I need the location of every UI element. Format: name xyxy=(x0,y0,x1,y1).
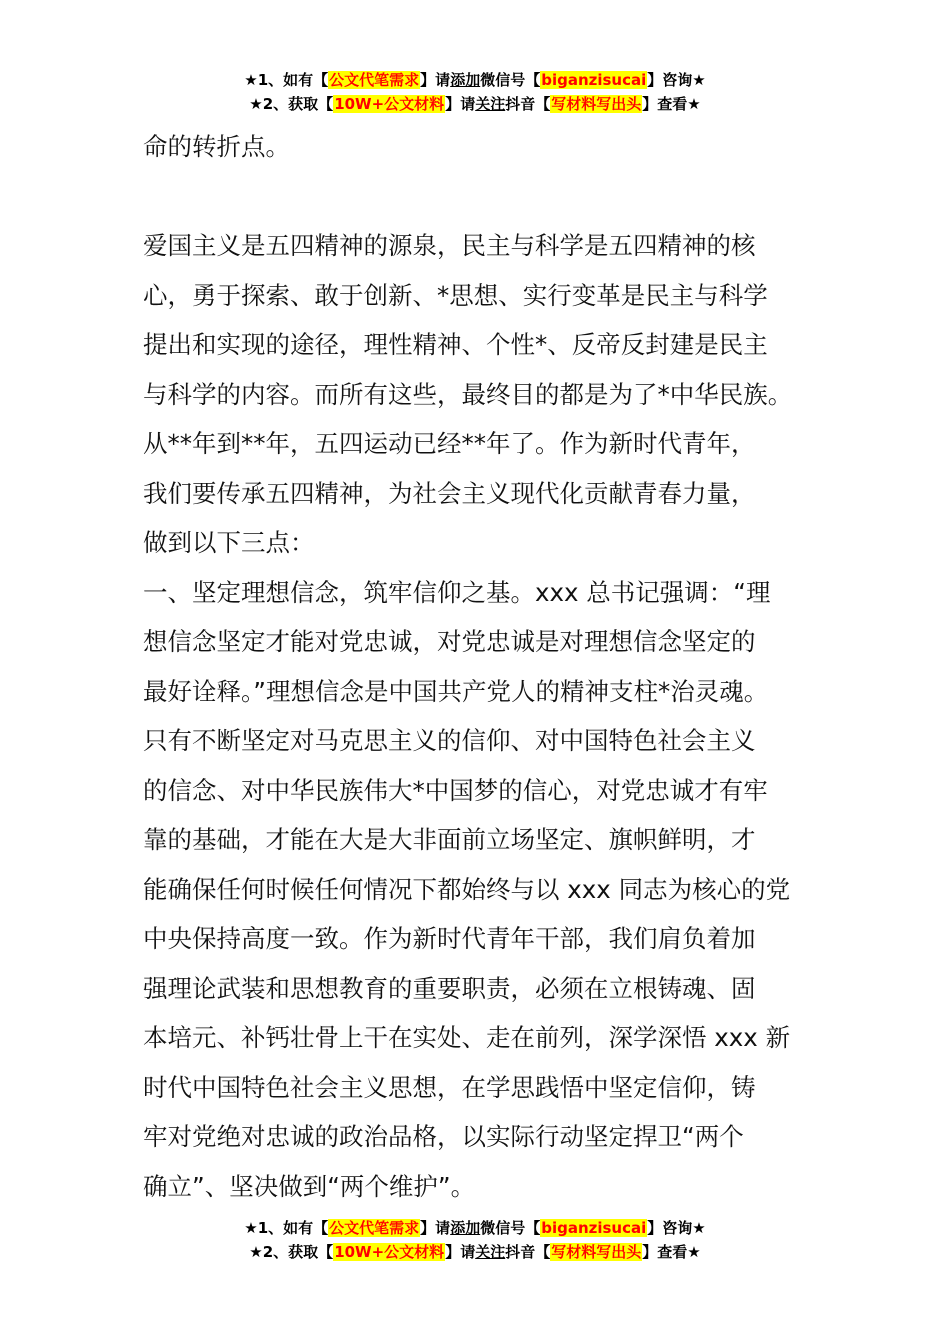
body-line: 命的转折点。 xyxy=(143,132,290,161)
body-line: 确立”、坚决做到“两个维护”。 xyxy=(143,1171,476,1201)
body-line: 从**年到**年，五四运动已经**年了。作为新时代青年， xyxy=(143,429,756,458)
banner-emphasis: 添加 xyxy=(450,71,481,89)
banner-text: ★1、如有【 xyxy=(244,71,329,89)
body-line: 能确保任何时候任何情况下都始终与以 xxx 同志为核心的党 xyxy=(143,874,791,904)
banner-line-2 xyxy=(0,92,950,116)
footer-banner xyxy=(0,1216,950,1264)
banner-text: 微信号【 xyxy=(480,1219,541,1237)
banner-text: 】咨询★ xyxy=(647,1219,706,1237)
banner-line-1 xyxy=(0,68,950,92)
body-line: 中央保持高度一致。作为新时代青年干部，我们肩负着加 xyxy=(143,924,756,953)
banner-text: 】请 xyxy=(420,71,451,89)
body-line: 的信念、对中华民族伟大*中国梦的信心，对党忠诚才有牢 xyxy=(143,775,768,805)
body-line: 靠的基础，才能在大是大非面前立场坚定、旗帜鲜明，才 xyxy=(143,825,756,854)
banner-emphasis: 关注 xyxy=(475,95,506,113)
banner-line-1 xyxy=(0,1216,950,1240)
banner-text: 抖音【 xyxy=(505,1243,551,1261)
banner-emphasis: 添加 xyxy=(450,1219,481,1237)
highlight-wechat-id: biganzisucai xyxy=(541,1219,647,1237)
highlight-materials: 10W+公文材料 xyxy=(334,95,445,113)
body-line: 强理论武装和思想教育的重要职责，必须在立根铸魂、固 xyxy=(143,973,756,1003)
body-line: 做到以下三点： xyxy=(143,528,315,557)
highlight-douyin: 写材料写出头 xyxy=(551,95,642,113)
body-line: 想信念坚定才能对党忠诚，对党忠诚是对理想信念坚定的 xyxy=(143,627,756,656)
document-body xyxy=(143,122,833,1211)
body-line: 心，勇于探索、敢于创新、*思想、实行变革是民主与科学 xyxy=(143,280,768,310)
highlight-douyin: 写材料写出头 xyxy=(551,1243,642,1261)
section-heading-line: 一、坚定理想信念，筑牢信仰之基。xxx 总书记强调：“理 xyxy=(143,577,771,607)
banner-text: 】请 xyxy=(445,1243,476,1261)
highlight-wechat-id: biganzisucai xyxy=(541,71,647,89)
paragraph-gap xyxy=(143,172,833,222)
banner-text: 抖音【 xyxy=(505,95,551,113)
banner-text: 】查看★ xyxy=(642,1243,701,1261)
body-line: 时代中国特色社会主义思想，在学思践悟中坚定信仰，铸 xyxy=(143,1072,756,1102)
body-line: 我们要传承五四精神，为社会主义现代化贡献青春力量， xyxy=(143,478,756,508)
banner-text: 】请 xyxy=(420,1219,451,1237)
banner-text: 】查看★ xyxy=(642,95,701,113)
banner-text: 】咨询★ xyxy=(647,71,706,89)
banner-text: ★2、获取【 xyxy=(249,95,334,113)
banner-emphasis: 关注 xyxy=(475,1243,506,1261)
banner-text: ★1、如有【 xyxy=(244,1219,329,1237)
body-line: 爱国主义是五四精神的源泉，民主与科学是五四精神的核 xyxy=(143,231,756,260)
banner-text: 微信号【 xyxy=(480,71,541,89)
banner-text: 】请 xyxy=(445,95,476,113)
body-line: 牢对党绝对忠诚的政治品格，以实际行动坚定捍卫“两个 xyxy=(143,1122,744,1151)
body-line: 最好诠释。”理想信念是中国共产党人的精神支柱*治灵魂。 xyxy=(143,676,769,706)
highlight-service: 公文代笔需求 xyxy=(329,1219,420,1237)
banner-line-2 xyxy=(0,1240,950,1264)
body-line: 本培元、补钙壮骨上干在实处、走在前列，深学深悟 xxx 新 xyxy=(143,1023,791,1052)
banner-text: ★2、获取【 xyxy=(249,1243,334,1261)
body-line: 只有不断坚定对马克思主义的信仰、对中国特色社会主义 xyxy=(143,726,756,755)
highlight-service: 公文代笔需求 xyxy=(329,71,420,89)
header-banner xyxy=(0,68,950,116)
body-line: 提出和实现的途径，理性精神、个性*、反帝反封建是民主 xyxy=(143,330,768,359)
highlight-materials: 10W+公文材料 xyxy=(334,1243,445,1261)
body-line: 与科学的内容。而所有这些，最终目的都是为了*中华民族。 xyxy=(143,379,793,409)
